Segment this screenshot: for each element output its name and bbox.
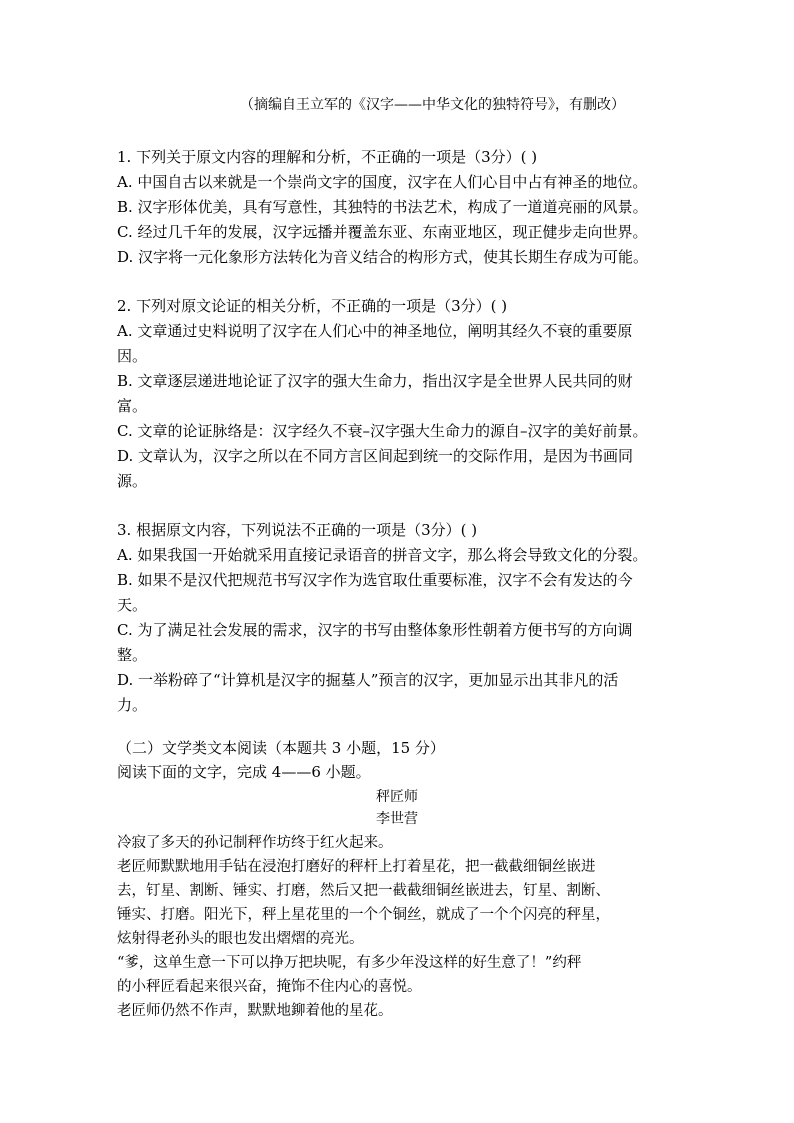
- question-1-option-b: B. 汉字形体优美，具有写意性，其独特的书法艺术，构成了一道道亮丽的风景。: [117, 198, 648, 216]
- story-line: 炫射得老孙头的眼也发出熠熠的亮光。: [117, 931, 364, 947]
- question-2-option-a-cont: 因。: [117, 347, 148, 365]
- section-instruction: 阅读下面的文字，完成 4——6 小题。: [117, 763, 371, 781]
- question-3-option-b-cont: 天。: [117, 596, 148, 614]
- story-line: 锤实、打磨。阳光下，秤上星花里的一个个铜丝，就成了一个个闪亮的秤星，: [117, 907, 610, 923]
- story-line: 的小秤匠看起来很兴奋，掩饰不住内心的喜悦。: [117, 979, 422, 995]
- source-note: （摘编自王立军的《汉字——中华文化的独特符号》，有删改）: [240, 97, 625, 113]
- question-1-option-c: C. 经过几千年的发展，汉字远播并覆盖东亚、东南亚地区，现正健步走向世界。: [117, 223, 648, 241]
- question-2-stem: 2. 下列对原文论证的相关分析，不正确的一项是（3分）( ): [117, 297, 508, 315]
- story-line: 冷寂了多天的孙记制秤作坊终于红火起来。: [117, 835, 393, 851]
- question-2-option-b-cont: 富。: [117, 397, 148, 415]
- story-author: 李世营: [376, 811, 418, 827]
- story-line: 去，钉星、割断、锤实、打磨，然后又把一截截细铜丝嵌进去，钉星、割断、: [117, 883, 610, 899]
- question-3-option-d-cont: 力。: [117, 696, 148, 714]
- question-1-option-a: A. 中国自古以来就是一个崇尚文字的国度，汉字在人们心目中占有神圣的地位。: [117, 173, 648, 191]
- section-heading: （二）文学类文本阅读（本题共 3 小题，15 分）: [117, 739, 445, 757]
- question-2-option-d: D. 文章认为，汉字之所以在不同方言区间起到统一的交际作用，是因为书画同: [117, 447, 634, 465]
- question-3-stem: 3. 根据原文内容，下列说法不正确的一项是（3分）( ): [117, 521, 478, 539]
- question-3-option-c-cont: 整。: [117, 646, 148, 664]
- question-2-option-a: A. 文章通过史料说明了汉字在人们心中的神圣地位，阐明其经久不衰的重要原: [117, 322, 633, 340]
- question-3-option-a: A. 如果我国一开始就采用直接记录语音的拼音文字，那么将会导致文化的分裂。: [117, 546, 648, 564]
- question-3-option-d: D. 一举粉碎了“计算机是汉字的掘墓人”预言的汉字，更加显示出其非凡的活: [117, 671, 619, 689]
- question-3-option-b: B. 如果不是汉代把规范书写汉字作为选官取仕重要标准，汉字不会有发达的今: [117, 571, 633, 589]
- story-line: “爹，这单生意一下可以挣万把块呢，有多少年没这样的好生意了！”约秤: [117, 955, 582, 971]
- question-1-option-d: D. 汉字将一元化象形方法转化为音义结合的构形方式，使其长期生存成为可能。: [117, 248, 649, 266]
- story-line: 老匠师默默地用手钻在浸泡打磨好的秤杆上打着星花，把一截截细铜丝嵌进: [117, 859, 596, 875]
- question-2-option-c: C. 文章的论证脉络是：汉字经久不衰–汉字强大生命力的源自–汉字的美好前景。: [117, 422, 648, 440]
- question-3-option-c: C. 为了满足社会发展的需求，汉字的书写由整体象形性朝着方便书写的方向调: [117, 621, 633, 639]
- question-1-stem: 1. 下列关于原文内容的理解和分析，不正确的一项是（3分）( ): [117, 148, 538, 166]
- question-2-option-d-cont: 源。: [117, 472, 148, 490]
- story-title: 秤匠师: [376, 789, 418, 805]
- story-line: 老匠师仍然不作声，默默地鉚着他的星花。: [117, 1003, 393, 1019]
- question-2-option-b: B. 文章逐层递进地论证了汉字的强大生命力，指出汉字是全世界人民共同的财: [117, 372, 633, 390]
